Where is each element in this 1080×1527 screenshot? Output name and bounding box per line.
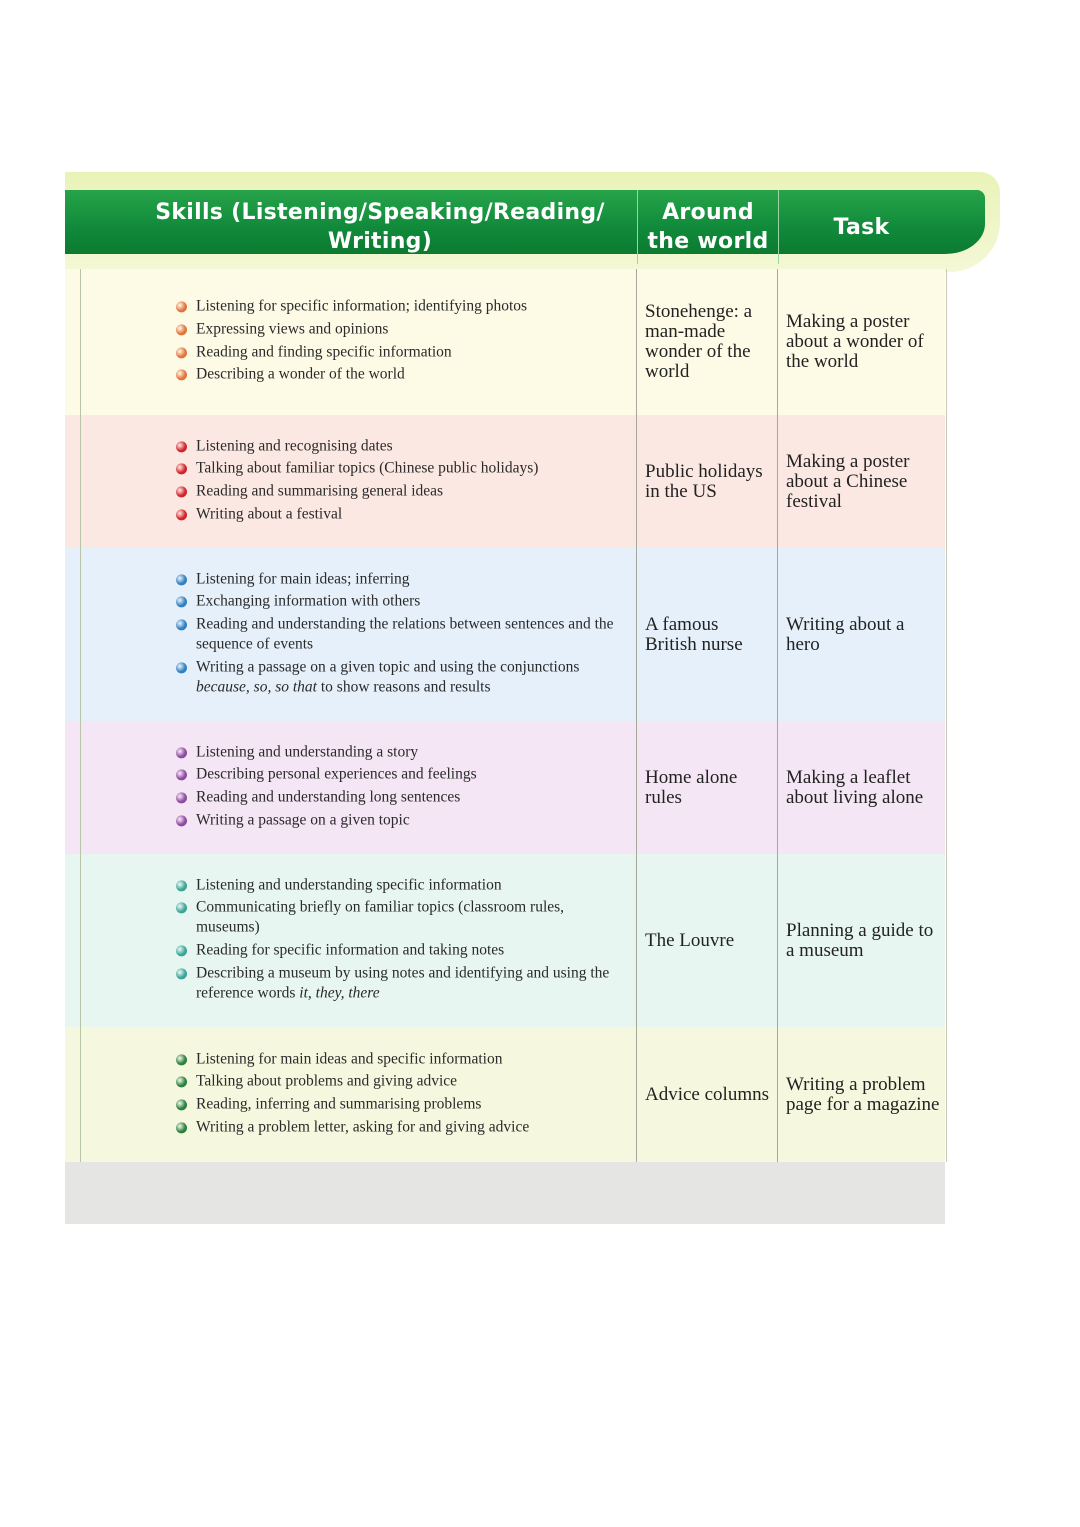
bullet-dot-icon [176,347,187,358]
header-skills: Skills (Listening/Speaking/Reading/ Writing) [155,200,605,254]
skill-item [176,615,628,655]
skill-text: Describing a wonder of the world [196,365,405,383]
bullet-dot-icon [176,509,187,520]
skill-text: Writing a passage on a given topic [196,811,410,829]
bullet-dot-icon [176,324,187,335]
skill-text: Writing about a festival [196,505,343,523]
skill-item [176,436,628,456]
skill-item [176,1049,628,1069]
skill-text: Writing a passage on a given topic and using the conjunctions because, so, so that to show reasons and results [196,658,580,696]
bullet-dot-icon [176,903,187,914]
bullet-dot-icon [176,1100,187,1111]
around-the-world-cell [636,721,778,854]
row-lead-margin [65,415,80,548]
bullet-dot-icon [176,968,187,979]
around-the-world-text: Advice columns [645,1083,770,1105]
skill-item [176,319,628,339]
task-text: Making a poster about a wonder of the world [786,311,924,372]
bullet-dot-icon [176,1077,187,1088]
bullet-dot-icon [176,464,187,475]
bullet-dot-icon [176,1054,187,1065]
bullet-dot-icon [176,815,187,826]
skills-list [176,1049,628,1140]
around-the-world-cell [636,415,778,548]
skills-cell [80,415,636,548]
skill-text: Writing a problem letter, asking for and giving advice [196,1118,530,1136]
around-the-world-cell [636,269,778,415]
around-the-world-text: Home alone rules [645,766,738,808]
skills-list [176,742,628,833]
skill-text: Exchanging information with others [196,592,421,610]
around-the-world-cell [636,854,778,1027]
skills-list [176,875,628,1006]
around-the-world-cell [636,548,778,721]
skill-item [176,365,628,385]
skill-text: Listening for specific information; identifying photos [196,297,528,315]
bullet-dot-icon [176,747,187,758]
row-lead-margin [65,721,80,854]
task-cell [777,269,947,415]
skill-text: Listening for main ideas and specific information [196,1049,503,1067]
task-cell [777,415,947,548]
skill-text: Describing personal experiences and feelings [196,765,477,783]
bullet-dot-icon [176,597,187,608]
skill-item [176,810,628,830]
bullet-dot-icon [176,1122,187,1133]
skills-cell [80,548,636,721]
bullet-dot-icon [176,301,187,312]
table-row [65,1027,945,1162]
task-cell [777,854,947,1027]
skills-cell [80,854,636,1027]
skill-text: Listening and understanding specific information [196,875,502,893]
skill-item [176,765,628,785]
skills-cell [80,1027,636,1162]
skill-item [176,1072,628,1092]
skill-item [176,657,628,697]
skill-item [176,459,628,479]
row-lead-margin [65,548,80,721]
skill-item [176,875,628,895]
skill-item [176,342,628,362]
around-the-world-text: The Louvre [645,929,735,951]
table-row [65,415,945,548]
skills-list [176,436,628,527]
table-row [65,548,945,721]
skills-list [176,569,628,700]
table-header [65,172,1000,272]
skill-text: Communicating briefly on familiar topics (classroom rules, museums) [196,898,565,936]
task-cell [777,548,947,721]
bullet-dot-icon [176,793,187,804]
skill-text: Reading for specific information and taking notes [196,941,505,959]
bullet-dot-icon [176,880,187,891]
bullet-dot-icon [176,441,187,452]
row-lead-margin [65,269,80,415]
skill-text: Reading and summarising general ideas [196,482,444,500]
skill-text: Listening and recognising dates [196,436,393,454]
skill-item [176,941,628,961]
bullet-dot-icon [176,662,187,673]
table-row [65,721,945,854]
skill-text: Talking about familiar topics (Chinese public holidays) [196,459,539,477]
task-text: Writing a problem page for a magazine [786,1073,940,1115]
skill-item [176,482,628,502]
skill-item [176,592,628,612]
skills-cell [80,721,636,854]
skills-list [176,296,628,387]
table-footer-band [65,1162,945,1224]
task-cell [777,1027,947,1162]
task-text: Planning a guide to a museum [786,919,934,961]
skill-text: Listening for main ideas; inferring [196,569,410,587]
bullet-dot-icon [176,487,187,498]
header-around-the-world: Around the world [637,190,778,264]
skill-item [176,1117,628,1137]
table-row [65,269,945,415]
skill-text: Reading and understanding long sentences [196,788,461,806]
skill-item [176,296,628,316]
skill-item [176,898,628,938]
bullet-dot-icon [176,770,187,781]
skill-text: Talking about problems and giving advice [196,1072,458,1090]
bullet-dot-icon [176,574,187,585]
task-cell [777,721,947,854]
skill-text: Reading, inferring and summarising problems [196,1095,482,1113]
skill-text: Describing a museum by using notes and identifying and using the reference words it, they, there [196,964,610,1002]
header-task: Task [778,190,944,264]
skill-item [176,742,628,762]
skill-text: Expressing views and opinions [196,320,389,338]
skills-cell [80,269,636,415]
bullet-dot-icon [176,946,187,957]
task-text: Making a leaflet about living alone [786,766,924,808]
around-the-world-text: Public holidays in the US [645,460,763,502]
skill-item [176,504,628,524]
task-text: Writing about a hero [786,613,905,655]
around-the-world-text: A famous British nurse [645,613,743,655]
around-the-world-text: Stonehenge: a man-made wonder of the world [645,301,753,382]
row-lead-margin [65,1027,80,1162]
skill-item [176,1095,628,1115]
skill-text: Reading and understanding the relations between sentences and the sequence of events [196,615,614,653]
around-the-world-cell [636,1027,778,1162]
skill-item [176,788,628,808]
skill-item [176,963,628,1003]
row-lead-margin [65,854,80,1027]
table-row [65,854,945,1027]
bullet-dot-icon [176,620,187,631]
skill-text: Reading and finding specific information [196,343,452,360]
skill-item [176,569,628,589]
bullet-dot-icon [176,370,187,381]
task-text: Making a poster about a Chinese festival [786,450,910,512]
skill-text: Listening and understanding a story [196,742,419,760]
